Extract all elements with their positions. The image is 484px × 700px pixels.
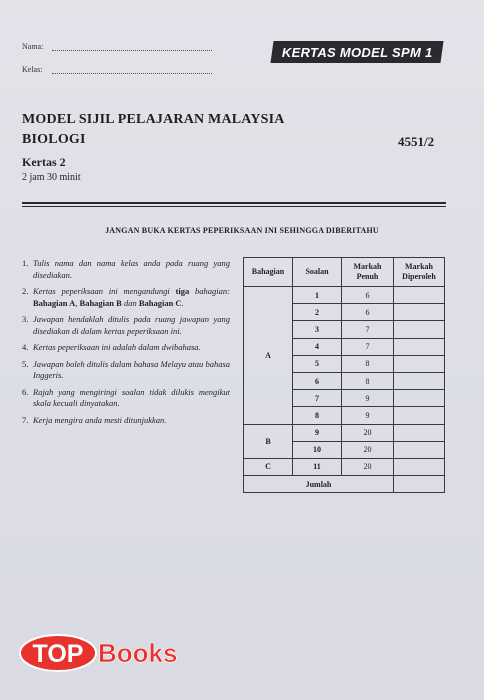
instruction-item: 6. Rajah yang mengiringi soalan tidak dilukis mengikut skala kecuali dinyatakan. bbox=[22, 386, 230, 408]
marks-table bbox=[243, 257, 445, 493]
question-number: 10 bbox=[293, 441, 342, 458]
full-mark: 9 bbox=[342, 407, 394, 424]
question-number: 9 bbox=[293, 424, 342, 441]
question-number: 7 bbox=[293, 390, 342, 407]
instructions-list bbox=[22, 258, 230, 431]
instruction-item: 4. Kertas peperiksaan ini adalah dalam dwibahasa. bbox=[22, 342, 201, 352]
obtained-mark-cell[interactable] bbox=[394, 287, 445, 304]
header-bahagian: Bahagian bbox=[244, 258, 293, 287]
question-number: 8 bbox=[293, 407, 342, 424]
table-header-row bbox=[244, 258, 445, 287]
total-mark-cell[interactable] bbox=[394, 476, 445, 493]
section-b-cell: B bbox=[244, 424, 293, 458]
instruction-item: 3. Jawapan hendaklah ditulis pada ruang jawapan yang disediakan di dalam kertas peperiksaan ini. bbox=[22, 314, 230, 336]
subject-title: BIOLOGI bbox=[22, 132, 86, 147]
svg-text:Books: Books bbox=[98, 638, 178, 668]
question-number: 6 bbox=[293, 372, 342, 389]
header-markah-penuh: Markah Penuh bbox=[342, 258, 394, 287]
svg-text:TOP: TOP bbox=[32, 640, 84, 668]
class-field[interactable] bbox=[52, 73, 212, 74]
instruction-item: 1. Tulis nama dan nama kelas anda pada ruang yang disediakan. bbox=[22, 258, 230, 280]
warning-text: JANGAN BUKA KERTAS PEPERIKSAAN INI SEHINGGA DIBERITAHU bbox=[105, 226, 379, 235]
header-markah-diperoleh: Markah Diperoleh bbox=[394, 258, 445, 287]
obtained-mark-cell[interactable] bbox=[394, 321, 445, 338]
name-label: Nama: bbox=[22, 42, 44, 51]
full-mark: 7 bbox=[342, 338, 394, 355]
obtained-mark-cell[interactable] bbox=[394, 390, 445, 407]
question-number: 3 bbox=[293, 321, 342, 338]
instruction-item: 7. Kerja mengira anda mesti ditunjukkan. bbox=[22, 414, 167, 425]
divider-thin bbox=[22, 206, 446, 207]
section-c-cell: C bbox=[244, 458, 293, 475]
question-number: 11 bbox=[293, 458, 342, 475]
full-mark: 9 bbox=[342, 390, 394, 407]
section-a-cell: A bbox=[244, 287, 293, 425]
obtained-mark-cell[interactable] bbox=[394, 355, 445, 372]
paper-number: Kertas 2 bbox=[22, 155, 66, 169]
full-mark: 20 bbox=[342, 458, 394, 475]
paper-badge: KERTAS MODEL SPM 1 bbox=[270, 41, 443, 63]
obtained-mark-cell[interactable] bbox=[394, 441, 445, 458]
class-label: Kelas: bbox=[22, 65, 43, 74]
total-label: Jumlah bbox=[244, 476, 394, 493]
header-soalan: Soalan bbox=[293, 258, 342, 287]
question-number: 4 bbox=[293, 338, 342, 355]
question-number: 5 bbox=[293, 355, 342, 372]
full-mark: 8 bbox=[342, 355, 394, 372]
instruction-item: 2. Kertas peperiksaan ini mengandungi tiga bahagian: Bahagian A, Bahagian B dan Bahagian C. bbox=[22, 286, 230, 308]
name-field[interactable] bbox=[52, 50, 212, 51]
full-mark: 7 bbox=[342, 321, 394, 338]
table-total-row bbox=[244, 476, 445, 493]
obtained-mark-cell[interactable] bbox=[394, 304, 445, 321]
exam-duration: 2 jam 30 minit bbox=[22, 172, 81, 183]
obtained-mark-cell[interactable] bbox=[394, 458, 445, 475]
table-row bbox=[244, 287, 445, 304]
full-mark: 6 bbox=[342, 304, 394, 321]
instruction-item: 5. Jawapan boleh ditulis dalam bahasa Melayu atau bahasa Inggeris. bbox=[22, 358, 230, 380]
table-row bbox=[244, 458, 445, 475]
obtained-mark-cell[interactable] bbox=[394, 372, 445, 389]
full-mark: 20 bbox=[342, 441, 394, 458]
divider-thick bbox=[22, 202, 446, 204]
question-number: 2 bbox=[293, 304, 342, 321]
obtained-mark-cell[interactable] bbox=[394, 407, 445, 424]
full-mark: 8 bbox=[342, 372, 394, 389]
full-mark: 6 bbox=[342, 287, 394, 304]
full-mark: 20 bbox=[342, 424, 394, 441]
table-row bbox=[244, 424, 445, 441]
subject-code: 4551/2 bbox=[398, 134, 435, 149]
question-number: 1 bbox=[293, 287, 342, 304]
obtained-mark-cell[interactable] bbox=[394, 424, 445, 441]
exam-title: MODEL SIJIL PELAJARAN MALAYSIA bbox=[22, 112, 285, 127]
obtained-mark-cell[interactable] bbox=[394, 338, 445, 355]
topbooks-logo bbox=[12, 632, 210, 672]
